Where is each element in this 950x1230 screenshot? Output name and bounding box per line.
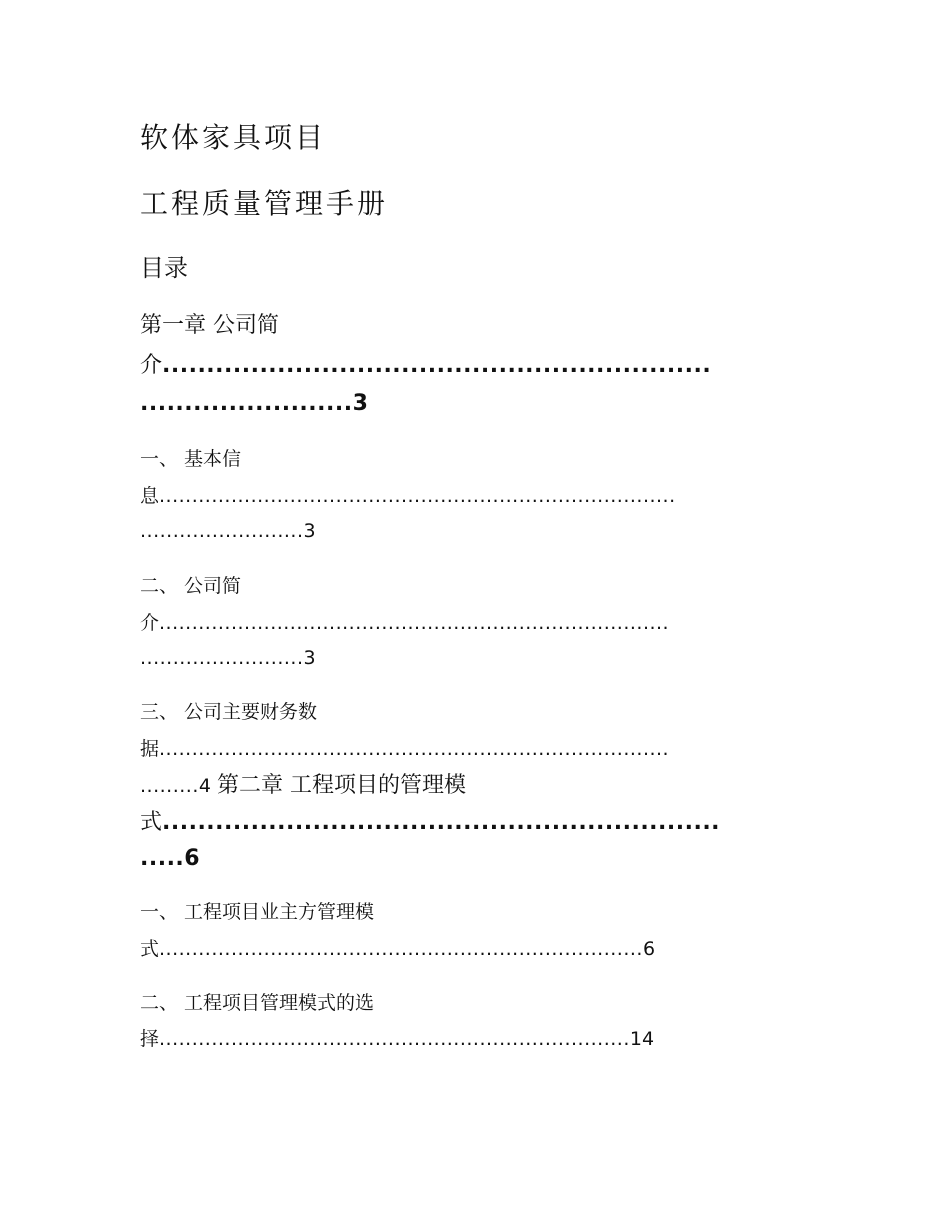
toc-leader-dots: ..............................................................................	[159, 738, 670, 760]
toc-leader-dots: ..............................................................	[162, 353, 712, 378]
toc-chapter-1-title[interactable]: 第一章 公司简	[140, 313, 279, 338]
toc-section-tail: 介	[140, 612, 160, 634]
toc-section-tail: 择	[140, 1028, 160, 1050]
toc-section-basic-info-page-line[interactable]	[140, 522, 316, 541]
toc-leader-dots: .........	[140, 775, 199, 797]
toc-page-number: 3	[352, 391, 368, 416]
toc-leader-dots: .........................	[140, 647, 304, 669]
toc-section-company-intro-page-line[interactable]	[140, 649, 316, 668]
toc-chapter-2-line[interactable]	[140, 812, 720, 834]
toc-page-number: 14	[629, 1028, 655, 1050]
toc-chapter-2-page-line[interactable]	[140, 848, 200, 870]
toc-section-company-intro[interactable]: 二、 公司简	[140, 575, 242, 597]
toc-section-financial-data-page-line[interactable]	[140, 775, 466, 797]
toc-leader-dots: ........................................................................	[159, 1028, 630, 1050]
toc-chapter-1-line[interactable]	[140, 355, 711, 377]
toc-page-number: 4	[198, 775, 211, 797]
toc-section-financial-data-line[interactable]	[140, 740, 669, 759]
toc-leader-dots: .....	[140, 846, 185, 871]
toc-leader-dots: ...............................................................	[162, 810, 721, 835]
toc-heading: 目录	[140, 254, 188, 282]
toc-page-number: 3	[303, 647, 316, 669]
toc-leader-dots: ..........................................................................	[159, 938, 643, 960]
toc-section-owner-management[interactable]: 一、 工程项目业主方管理模	[140, 901, 375, 923]
toc-section-basic-info[interactable]: 一、 基本信	[140, 448, 242, 470]
toc-section-basic-info-line[interactable]	[140, 487, 676, 506]
document-title: 软体家具项目	[140, 121, 327, 154]
toc-section-tail: 据	[140, 738, 160, 760]
toc-section-mode-selection-line[interactable]	[140, 1030, 654, 1049]
toc-section-company-intro-line[interactable]	[140, 614, 669, 633]
toc-section-financial-data[interactable]: 三、 公司主要财务数	[140, 701, 318, 723]
toc-section-mode-selection[interactable]: 二、 工程项目管理模式的选	[140, 992, 375, 1014]
toc-leader-dots: .........................	[140, 520, 304, 542]
toc-chapter-1-tail: 介	[140, 353, 163, 378]
toc-page-number: 3	[303, 520, 316, 542]
toc-section-tail: 式	[140, 938, 160, 960]
toc-page-number: 6	[184, 846, 200, 871]
toc-chapter-2-title[interactable]: 第二章 工程项目的管理模	[217, 773, 466, 798]
toc-leader-dots: ...............................................................................	[159, 485, 676, 507]
toc-chapter-2-tail: 式	[140, 810, 163, 835]
document-subtitle: 工程质量管理手册	[140, 187, 389, 220]
toc-section-tail: 息	[140, 485, 160, 507]
toc-leader-dots: ..............................................................................	[159, 612, 670, 634]
toc-leader-dots: ........................	[140, 391, 353, 416]
toc-section-owner-management-line[interactable]	[140, 940, 655, 959]
toc-chapter-1-page-line[interactable]	[140, 393, 368, 415]
toc-page-number: 6	[642, 938, 656, 960]
